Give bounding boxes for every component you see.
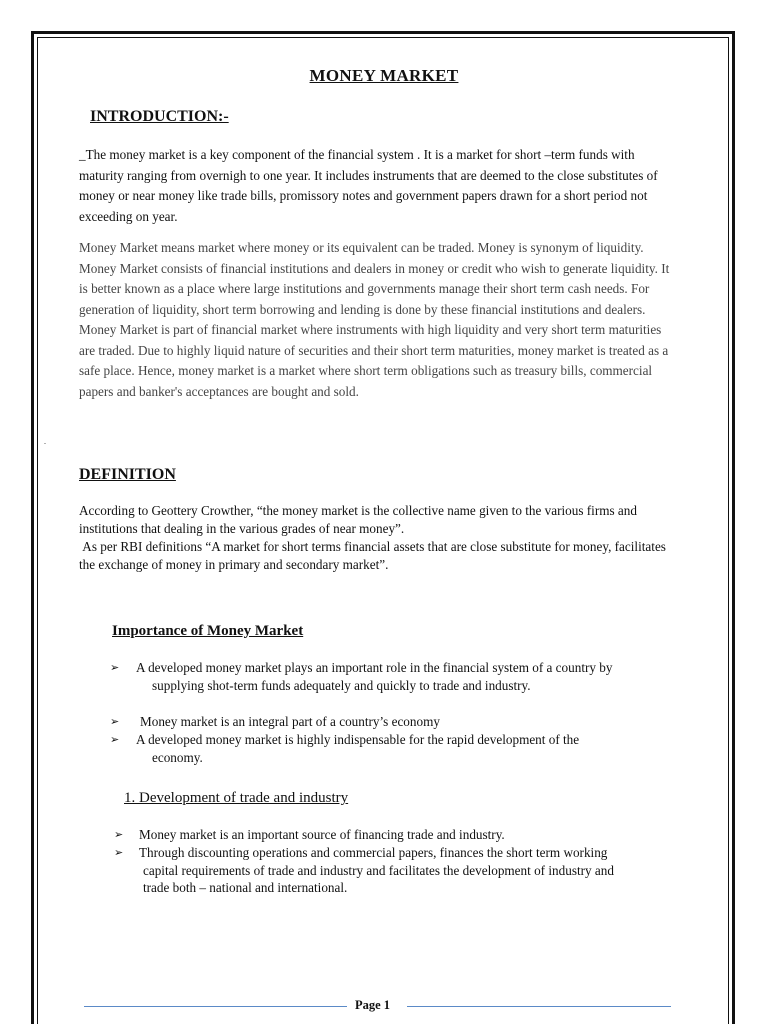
document-title: MONEY MARKET	[309, 66, 459, 85]
arrow-bullet-icon: ➢	[110, 733, 120, 746]
definition-line-2	[79, 538, 679, 574]
list-item	[110, 659, 630, 713]
arrow-bullet-icon: ➢	[114, 846, 124, 859]
definition-line-1: According to Geottery Crowther, “the money market is the collective name given to the various firms and institutions that dealing in the various grades of near money”.	[79, 503, 637, 536]
introduction-paragraph-2: Money Market means market where money or its equivalent can be traded. Money is synonym of liquidity. Money Market consists of financial institutions and dealers in money or credit who wish to generate liquidity. It is better known as a place where large institutions and governments manage their short term cash needs. For generation of liquidity, short term borrowing and lending is done by these financial institutions and dealers. Money Market is part of financial market where instruments with high liquidity and very short term maturities are traded. Due to highly liquid nature of securities and their short term maturities, money market is treated as a safe place. Hence, money market is a market where short term obligations such as treasury bills, commercial papers and banker's acceptances are bought and sold.	[79, 240, 670, 399]
list-item	[110, 713, 630, 731]
introduction-heading: INTRODUCTION:-	[90, 108, 229, 125]
list-item	[110, 731, 630, 767]
arrow-bullet-icon: ➢	[110, 715, 120, 728]
importance-bullet-3-wrap	[136, 731, 616, 766]
importance-heading: Importance of Money Market	[112, 623, 304, 639]
development-bullet-2-wrap	[139, 844, 619, 897]
importance-bullet-3: A developed money market is highly indispensable for the rapid development of the economy.	[136, 732, 580, 765]
definition-heading: DEFINITION	[79, 466, 176, 483]
list-item	[114, 826, 634, 844]
definition-line-2-text: As per RBI definitions “A market for short terms financial assets that are close substitute for money, facilitates the exchange of money in primary and secondary market”.	[79, 539, 666, 572]
development-bullet-1: Money market is an important source of financing trade and industry.	[139, 827, 505, 842]
introduction-paragraph-1: _The money market is a key component of the financial system . It is a market for short –term funds with maturity ranging from overnigh to one year. It includes instruments that are deemed to the close substitutes of money or near money like trade bills, promissory notes and government papers drawn for a short period not exceeding on year.	[79, 147, 658, 224]
footer-rule-right	[407, 1006, 671, 1007]
footer-rule-left	[84, 1006, 347, 1007]
list-item	[114, 844, 634, 898]
arrow-bullet-icon: ➢	[110, 661, 120, 674]
arrow-bullet-icon: ➢	[114, 828, 124, 841]
importance-bullet-2: Money market is an integral part of a country’s economy	[140, 714, 440, 729]
development-bullet-2: Through discounting operations and commercial papers, finances the short term working capital requirements of trade and industry and facilitates the development of industry and trade both – national and international.	[139, 845, 614, 895]
development-heading: 1. Development of trade and industry	[124, 790, 349, 806]
stray-mark: .	[44, 437, 46, 446]
page-number: Page 1	[355, 998, 391, 1012]
importance-bullet-1: A developed money market plays an important role in the financial system of a country by supplying shot-term funds adequately and quickly to trade and industry.	[136, 660, 613, 693]
